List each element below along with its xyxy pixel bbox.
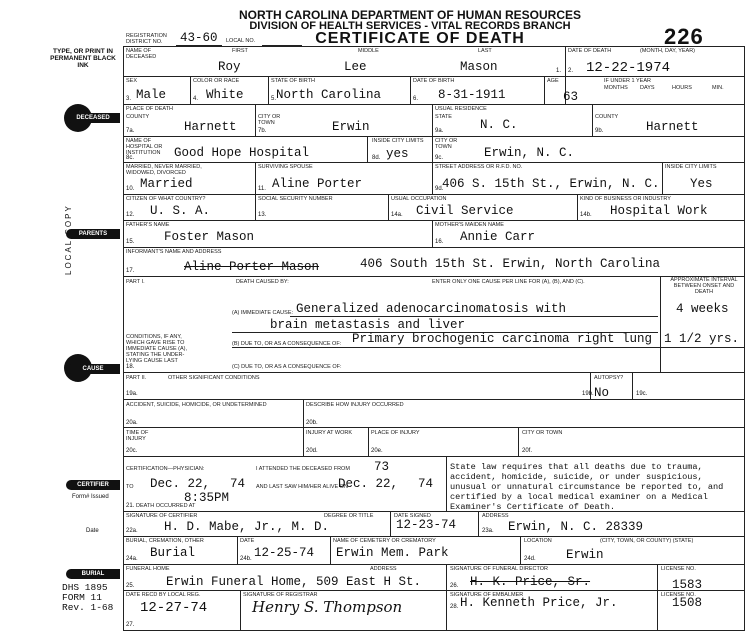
first-label: FIRST <box>232 48 248 54</box>
time-injury-label: TIME OF INJURY <box>126 430 149 442</box>
sex-value: Male <box>136 88 167 102</box>
cause-b-value: Primary brochogenic carcinoma right lung <box>352 332 653 346</box>
cemetery-label: NAME OF CEMETERY OR CREMATORY <box>333 538 436 544</box>
due-to-c-label: (C) DUE TO, OR AS A CONSEQUENCE OF: <box>232 364 342 370</box>
describe-label: DESCRIBE HOW INJURY OCCURRED <box>306 402 404 408</box>
sig-embalmer-label: SIGNATURE OF EMBALMER <box>450 592 524 598</box>
field-num-3: 3. <box>126 96 132 102</box>
license2-value: 1508 <box>672 596 703 610</box>
autopsy-value: No <box>594 386 610 400</box>
part2-label: PART II. <box>126 375 147 381</box>
license1-value: 1583 <box>672 578 703 592</box>
res-county-label: COUNTY <box>595 114 619 120</box>
conditions-label: CONDITIONS, IF ANY, WHICH GAVE RISE TO IMMEDIATE CAUSE (A), STATING THE UNDER-LYING CAUSE LAST <box>126 334 188 364</box>
burial-label: BURIAL, CREMATION, OTHER <box>126 538 204 544</box>
married-label: MARRIED, NEVER MARRIED, WIDOWED, DIVORCED <box>126 164 202 176</box>
mother-label: MOTHER'S MAIDEN NAME <box>435 222 504 228</box>
informant-label: INFORMANT'S NAME AND ADDRESS <box>126 249 222 255</box>
field-num-20c: 20c. <box>126 448 138 454</box>
parents-section-label: PARENTS <box>66 229 120 239</box>
city-death-value: Erwin <box>332 120 370 134</box>
field-num-19a: 19a. <box>126 391 138 397</box>
city-town-state-label: (CITY, TOWN, OR COUNTY) (STATE) <box>600 538 694 544</box>
deceased-section-label: DECEASED <box>66 113 120 123</box>
middle-name-value: Lee <box>344 60 367 74</box>
date-recd-value: 12-27-74 <box>140 600 208 616</box>
date-birth-value: 8-31-1911 <box>438 88 506 102</box>
sex-label: SEX <box>126 78 138 84</box>
header-line2: DIVISION OF HEALTH SERVICES - VITAL RECORDS BRANCH <box>249 20 571 32</box>
first-name-value: Roy <box>218 60 241 74</box>
field-num-1: 1. <box>556 68 562 74</box>
funeral-home-label: FUNERAL HOME <box>126 566 170 572</box>
date-recd-label: DATE RECD BY LOCAL REG. <box>126 592 201 598</box>
burial-value: Burial <box>150 546 196 560</box>
street-label: STREET ADDRESS OR R.F.D. NO. <box>435 164 523 170</box>
months-label: MONTHS <box>604 85 628 91</box>
last-label: LAST <box>478 48 492 54</box>
location-value: Erwin <box>566 548 604 562</box>
autopsy-label: AUTOPSY? <box>594 375 624 381</box>
usual-res-label: USUAL RESIDENCE <box>435 106 487 112</box>
field-num-18: 18. <box>126 364 135 370</box>
res-city-value: Erwin, N. C. <box>484 146 575 160</box>
location-label: LOCATION <box>524 538 552 544</box>
field-num-24a: 24a. <box>126 556 138 562</box>
inside-city-label: INSIDE CITY LIMITS <box>372 138 424 144</box>
field-num-20b: 20b. <box>306 420 318 426</box>
field-num-19c: 19c. <box>636 391 648 397</box>
burial-section-label: BURIAL <box>66 569 120 579</box>
field-num-23a: 23a. <box>482 528 494 534</box>
spouse-value: Aline Porter <box>272 177 363 191</box>
field-num-27: 27. <box>126 622 135 628</box>
header-line1: NORTH CAROLINA DEPARTMENT OF HUMAN RESOURCES <box>239 8 581 22</box>
field-num-26: 26. <box>450 583 459 589</box>
res-inside-value: Yes <box>690 177 713 191</box>
field-num-21: 21. <box>126 503 135 509</box>
date-birth-label: DATE OF BIRTH <box>413 78 455 84</box>
interval-label: APPROXIMATE INTERVAL BETWEEN ONSET AND DEATH <box>670 277 738 295</box>
mdy-label: (MONTH, DAY, YEAR) <box>640 48 696 54</box>
occupation-value: Civil Service <box>416 204 514 218</box>
middle-label: MIDDLE <box>358 48 379 54</box>
type-print-note: TYPE, OR PRINT IN PERMANENT BLACK INK <box>50 48 116 69</box>
field-num-2: 2. <box>568 68 574 74</box>
director-value: H. K. Price, Sr. <box>470 575 591 589</box>
spouse-label: SURVIVING SPOUSE <box>258 164 313 170</box>
from-date-value: Dec. 22, <box>150 477 211 491</box>
ssn-label: SOCIAL SECURITY NUMBER <box>258 196 333 202</box>
field-num-8d: 8d. <box>372 155 381 161</box>
one-cause-label: ENTER ONLY ONE CAUSE PER LINE FOR (A), (B), AND (C). <box>432 279 585 285</box>
res-state-value: N. C. <box>480 118 518 132</box>
field-num-20e: 20e. <box>371 448 383 454</box>
license2-label: LICENSE NO. <box>661 592 696 598</box>
business-label: KIND OF BUSINESS OR INDUSTRY <box>580 196 671 202</box>
place-injury-label: PLACE OF INJURY <box>371 430 420 436</box>
due-to-b-label: (B) DUE TO, OR AS A CONSEQUENCE OF: <box>232 341 342 347</box>
field-num-9d: 9d. <box>435 186 444 192</box>
inside-limits-value: yes <box>386 147 409 161</box>
date-side-label: Date <box>86 528 99 534</box>
field-num-7b: 7b. <box>258 128 267 134</box>
field-num-14b: 14b. <box>580 212 592 218</box>
date-signed-label: DATE SIGNED <box>394 513 431 519</box>
registration-number: 43-60 <box>180 31 218 45</box>
state-label: STATE <box>435 114 452 120</box>
injury-city-label: CITY OR TOWN <box>522 430 563 436</box>
other-sig-label: OTHER SIGNIFICANT CONDITIONS <box>168 375 260 381</box>
attended-year-value: 73 <box>374 460 390 474</box>
interval-a-value: 4 weeks <box>676 302 729 316</box>
field-num-22a: 22a. <box>126 528 138 534</box>
certificate-title: CERTIFICATE OF DEATH <box>315 30 525 47</box>
field-num-24d: 24d. <box>524 556 536 562</box>
cause-a-line1: Generalized adenocarcinomatosis with <box>296 302 567 316</box>
injury-work-label: INJURY AT WORK <box>306 430 353 436</box>
immediate-label: (A) IMMEDIATE CAUSE: <box>232 310 294 316</box>
min-label: MIN. <box>712 85 724 91</box>
city-town-label: CITY OR TOWN <box>258 114 281 126</box>
to-label: TO <box>126 484 134 490</box>
sig-director-label: SIGNATURE OF FUNERAL DIRECTOR <box>450 566 548 572</box>
citizen-value: U. S. A. <box>150 204 211 218</box>
res-county-value: Harnett <box>646 120 699 134</box>
father-label: FATHER'S NAME <box>126 222 170 228</box>
field-num-8c: 8c. <box>126 155 135 161</box>
state-birth-value: North Carolina <box>276 88 382 102</box>
under-year-label: IF UNDER 1 YEAR <box>604 78 651 84</box>
field-num-9c: 9c. <box>435 155 444 161</box>
field-num-11: 11. <box>258 186 266 192</box>
burial-date-value: 12-25-74 <box>254 546 315 560</box>
time-value: 8:35PM <box>184 491 230 505</box>
date-death-value: 12-22-1974 <box>586 60 671 76</box>
last-date-value: Dec. 22, <box>338 477 399 491</box>
county-label: COUNTY <box>126 114 150 120</box>
field-num-12: 12. <box>126 212 135 218</box>
license-label: LICENSE NO. <box>661 566 696 572</box>
business-value: Hospital Work <box>610 204 708 218</box>
place-death-label: PLACE OF DEATH <box>126 106 173 112</box>
field-num-6: 6. <box>413 96 419 102</box>
burial-date-label: DATE <box>240 538 255 544</box>
field-num-25: 25. <box>126 583 135 589</box>
name-label: NAME OF DECEASED <box>126 48 157 60</box>
street-value: 406 S. 15th St., Erwin, N. C. <box>442 177 660 191</box>
field-num-20d: 20d. <box>306 448 318 454</box>
part1-label: PART I. <box>126 279 145 285</box>
degree-label: DEGREE OR TITLE <box>324 513 374 519</box>
certifier-value: H. D. Mabe, Jr., M. D. <box>164 520 330 534</box>
form-issued-label: Form# Issued <box>72 494 109 500</box>
color-value: White <box>206 88 244 102</box>
occupation-label: USUAL OCCUPATION <box>391 196 447 202</box>
funeral-address-label: ADDRESS <box>370 566 397 572</box>
funeral-home-value: Erwin Funeral Home, 509 East H St. <box>166 575 422 589</box>
date-signed-value: 12-23-74 <box>396 518 457 532</box>
last-year-value: 74 <box>418 477 434 491</box>
local-no-label: LOCAL NO. <box>226 38 256 44</box>
cert-address-value: Erwin, N. C. 28339 <box>508 520 644 534</box>
field-num-4: 4. <box>193 96 199 102</box>
informant-address: 406 South 15th St. Erwin, North Carolina <box>360 257 661 271</box>
mother-value: Annie Carr <box>460 230 536 244</box>
cause-a-line2: brain metastasis and liver <box>270 318 466 332</box>
cemetery-value: Erwin Mem. Park <box>336 546 449 560</box>
embalmer-value: H. Kenneth Price, Jr. <box>460 596 618 610</box>
from-year-value: 74 <box>230 477 246 491</box>
field-num-9a: 9a. <box>435 128 444 134</box>
field-num-10: 10. <box>126 186 135 192</box>
last-saw-label: AND LAST SAW HIM/HER ALIVE ON <box>256 484 348 490</box>
last-name-value: Mason <box>460 60 498 74</box>
field-num-9b: 9b. <box>595 128 604 134</box>
interval-b-value: 1 1/2 yrs. <box>664 332 740 346</box>
legal-statement: State law requires that all deaths due to trauma, accident, homicide, suicide, or under suspicious, unusual or unnatural circumstance be reported to, and certified by a local medical examiner on a Medical Examiner's Certificate of Death. <box>450 462 724 512</box>
accident-label: ACCIDENT, SUICIDE, HOMICIDE, OR UNDETERMINED <box>126 402 267 408</box>
color-label: COLOR OR RACE <box>193 78 240 84</box>
date-death-label: DATE OF DEATH <box>568 48 612 54</box>
hours-label: HOURS <box>672 85 692 91</box>
days-label: DAYS <box>640 85 655 91</box>
field-num-24b: 24b. <box>240 556 252 562</box>
hospital-value: Good Hope Hospital <box>174 146 310 160</box>
local-copy-label: LOCAL COPY <box>64 204 73 275</box>
field-num-7a: 7a. <box>126 128 135 134</box>
res-inside-label: INSIDE CITY LIMITS <box>665 164 717 170</box>
state-birth-label: STATE OF BIRTH <box>271 78 316 84</box>
certification-label: CERTIFICATION—PHYSICIAN: <box>126 466 205 472</box>
age-value: 63 <box>563 90 579 104</box>
field-num-19b: 19b. <box>582 391 594 397</box>
field-num-20f: 20f. <box>522 448 533 454</box>
res-city-label: CITY OR TOWN <box>435 138 458 150</box>
caused-by-label: DEATH CAUSED BY: <box>236 279 289 285</box>
field-num-13: 13. <box>258 212 267 218</box>
married-value: Married <box>140 177 193 191</box>
informant-signature: Aline Porter Mason <box>184 260 320 274</box>
field-num-17: 17. <box>126 268 135 274</box>
sig-certifier-label: SIGNATURE OF CERTIFIER <box>126 513 198 519</box>
registrar-signature: Henry S. Thompson <box>252 598 403 616</box>
hospital-label: NAME OF HOSPITAL OR INSTITUTION <box>126 138 163 156</box>
attended-label: I ATTENDED THE DECEASED FROM <box>256 466 350 472</box>
sig-registrar-label: SIGNATURE OF REGISTRAR <box>243 592 318 598</box>
field-num-16: 16. <box>435 239 444 245</box>
field-num-20a: 20a. <box>126 420 138 426</box>
cause-section-label: CAUSE <box>66 364 120 374</box>
field-num-28: 28. <box>450 604 459 610</box>
citizen-label: CITIZEN OF WHAT COUNTRY? <box>126 196 206 202</box>
field-num-14a: 14a. <box>391 212 403 218</box>
registration-label: REGISTRATION DISTRICT NO. <box>126 33 167 45</box>
county-death-value: Harnett <box>184 120 237 134</box>
age-label: AGE <box>547 78 559 84</box>
death-occurred-label: DEATH OCCURRED AT <box>136 503 196 509</box>
address-label: ADDRESS <box>482 513 509 519</box>
father-value: Foster Mason <box>164 230 255 244</box>
certifier-section-label: CERTIFIER <box>66 480 120 490</box>
field-num-15: 15. <box>126 239 135 245</box>
form-id: DHS 1895 FORM 11 Rev. 1-68 <box>62 582 114 613</box>
field-num-5: 5. <box>271 96 277 102</box>
certificate-number: 226 <box>664 24 704 49</box>
